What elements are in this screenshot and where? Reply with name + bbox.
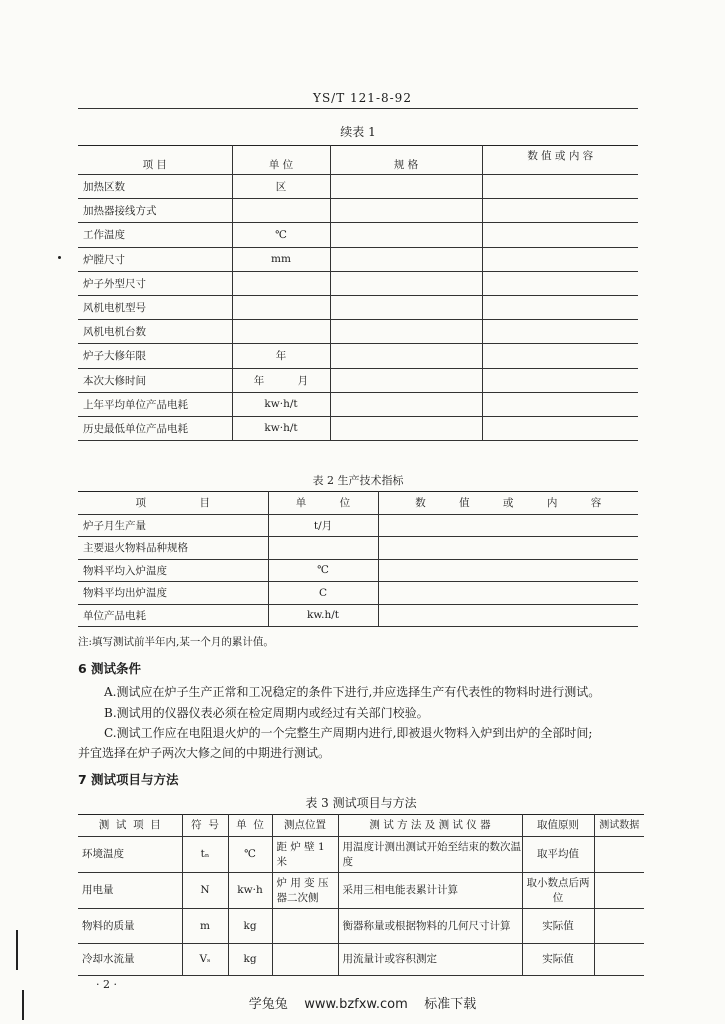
table-row	[78, 944, 644, 976]
table3-col-data: 测试数据	[594, 815, 644, 837]
table1-item: 炉子外型尺寸	[78, 271, 232, 295]
table1-value-cell	[482, 392, 638, 416]
table2-value-cell	[378, 514, 638, 537]
table3-unit: kw·h	[228, 873, 272, 909]
table3-unit: kg	[228, 944, 272, 976]
table3-method: 用流量计或容积测定	[338, 944, 522, 976]
scan-mark	[22, 990, 24, 1020]
table-row	[78, 247, 638, 271]
table2-value-cell	[378, 604, 638, 627]
table-row	[78, 559, 638, 582]
table1-value-cell	[482, 175, 638, 199]
table1	[78, 145, 638, 441]
table2-unit: C	[268, 582, 378, 605]
table2-value-cell	[378, 559, 638, 582]
table2-note: 注:填写测试前半年内,某一个月的累计值。	[78, 636, 274, 648]
table2-item: 物料平均出炉温度	[78, 582, 268, 605]
table1-unit	[232, 320, 330, 344]
table-row	[78, 271, 638, 295]
page-number: · 2 ·	[96, 978, 117, 991]
table2-unit: kw.h/t	[268, 604, 378, 627]
section6-para-a: A.测试应在炉子生产正常和工况稳定的条件下进行,并应选择生产有代表性的物料时进行测试。	[104, 685, 601, 699]
table1-item: 风机电机型号	[78, 295, 232, 319]
table1-item: 加热器接线方式	[78, 199, 232, 223]
table1-spec-cell	[330, 199, 482, 223]
table-row	[78, 537, 638, 560]
table1-item: 风机电机台数	[78, 320, 232, 344]
table-row	[78, 175, 638, 199]
table2-item: 单位产品电耗	[78, 604, 268, 627]
table1-spec-cell	[330, 295, 482, 319]
table2-item: 主要退火物料品种规格	[78, 537, 268, 560]
table2	[78, 491, 638, 627]
table1-item: 上年平均单位产品电耗	[78, 392, 232, 416]
table3-rule: 取平均值	[522, 837, 594, 873]
header-rule	[78, 108, 638, 109]
table2-value-cell	[378, 582, 638, 605]
table2-item: 炉子月生产量	[78, 514, 268, 537]
table-row	[78, 392, 638, 416]
document-code: YS/T 121-8-92	[313, 91, 412, 105]
table1-spec-cell	[330, 416, 482, 440]
table3-rule: 实际值	[522, 909, 594, 944]
table-row	[78, 320, 638, 344]
table1-col-item: 项 目	[78, 146, 232, 175]
table1-value-cell	[482, 344, 638, 368]
table3-symbol: N	[182, 873, 228, 909]
table3-col-item: 测 试 项 目	[78, 815, 182, 837]
table3-header-row	[78, 815, 644, 837]
table1-spec-cell	[330, 175, 482, 199]
table2-unit: t/月	[268, 514, 378, 537]
section7-heading: 7 测试项目与方法	[78, 772, 179, 787]
table2-unit: ℃	[268, 559, 378, 582]
table3-data-cell	[594, 944, 644, 976]
table2-item: 物料平均入炉温度	[78, 559, 268, 582]
table3-rule: 取小数点后两位	[522, 873, 594, 909]
table-row	[78, 909, 644, 944]
table3-point: 炉 用 变 压 器二次侧	[272, 873, 338, 909]
section6-para-c2: 并宜选择在炉子两次大修之间的中期进行测试。	[78, 746, 331, 760]
table-row	[78, 368, 638, 392]
table1-spec-cell	[330, 344, 482, 368]
table3-col-rule: 取值原则	[522, 815, 594, 837]
table2-unit	[268, 537, 378, 560]
table1-spec-cell	[330, 392, 482, 416]
table-row	[78, 582, 638, 605]
scan-mark	[16, 930, 18, 970]
table-row	[78, 295, 638, 319]
table1-unit: kw·h/t	[232, 416, 330, 440]
table1-unit: 区	[232, 175, 330, 199]
table2-header-row	[78, 492, 638, 515]
table-row	[78, 416, 638, 440]
table3-method: 衡器称量或根据物料的几何尺寸计算	[338, 909, 522, 944]
table1-item: 历史最低单位产品电耗	[78, 416, 232, 440]
table1-item: 炉膛尺寸	[78, 247, 232, 271]
table-row	[78, 514, 638, 537]
table3-col-point: 测点位置	[272, 815, 338, 837]
footer-watermark-text: 学兔兔 www.bzfxw.com 标准下载	[248, 997, 477, 1012]
table2-value-cell	[378, 537, 638, 560]
table1-value-cell	[482, 295, 638, 319]
table1-unit: kw·h/t	[232, 392, 330, 416]
table1-item: 炉子大修年限	[78, 344, 232, 368]
section6-para-c1: C.测试工作应在电阻退火炉的一个完整生产周期内进行,即被退火物料入炉到出炉的全部时间;	[104, 726, 593, 740]
table2-caption: 表 2 生产技术指标	[312, 474, 404, 487]
table1-value-cell	[482, 416, 638, 440]
table1-unit: mm	[232, 247, 330, 271]
table1-spec-cell	[330, 271, 482, 295]
table1-item: 本次大修时间	[78, 368, 232, 392]
table2-col-item: 项 目	[78, 492, 268, 515]
table1-col-value: 数 值 或 内 容	[482, 146, 638, 175]
table1-item: 工作温度	[78, 223, 232, 247]
table3-data-cell	[594, 837, 644, 873]
table3-col-unit: 单 位	[228, 815, 272, 837]
table3-point: 距 炉 壁 1 米	[272, 837, 338, 873]
table1-value-cell	[482, 247, 638, 271]
table3-point	[272, 909, 338, 944]
table1-caption: 续表 1	[340, 125, 376, 139]
table1-value-cell	[482, 320, 638, 344]
table3-symbol: m	[182, 909, 228, 944]
table1-spec-cell	[330, 320, 482, 344]
section6-heading: 6 测试条件	[78, 661, 142, 676]
table1-value-cell	[482, 271, 638, 295]
table1-unit: 年	[232, 344, 330, 368]
table3-unit: ℃	[228, 837, 272, 873]
table-row	[78, 199, 638, 223]
table3-unit: kg	[228, 909, 272, 944]
table1-unit: 年 月	[232, 368, 330, 392]
table3-col-method: 测 试 方 法 及 测 试 仪 器	[338, 815, 522, 837]
table1-value-cell	[482, 368, 638, 392]
table2-col-value: 数 值 或 内 容	[378, 492, 638, 515]
table3-data-cell	[594, 909, 644, 944]
table3-point	[272, 944, 338, 976]
table1-header-row	[78, 146, 638, 175]
table3-symbol: Vₛ	[182, 944, 228, 976]
scan-dot	[58, 256, 61, 259]
table1-spec-cell	[330, 247, 482, 271]
table1-unit	[232, 271, 330, 295]
table-row	[78, 223, 638, 247]
table1-item: 加热区数	[78, 175, 232, 199]
table1-spec-cell	[330, 368, 482, 392]
table1-unit	[232, 295, 330, 319]
table3-caption: 表 3 测试项目与方法	[305, 796, 417, 810]
table1-col-spec: 规 格	[330, 146, 482, 175]
table3-method: 用温度计测出测试开始至结束的数次温度	[338, 837, 522, 873]
table3-item: 用电量	[78, 873, 182, 909]
table3-col-symbol: 符 号	[182, 815, 228, 837]
table1-unit	[232, 199, 330, 223]
table3-data-cell	[594, 873, 644, 909]
table1-col-unit: 单 位	[232, 146, 330, 175]
table3	[78, 814, 644, 976]
table-row	[78, 873, 644, 909]
table3-symbol: tₙ	[182, 837, 228, 873]
table-row	[78, 344, 638, 368]
table3-item: 环境温度	[78, 837, 182, 873]
table3-rule: 实际值	[522, 944, 594, 976]
table2-col-unit: 单 位	[268, 492, 378, 515]
table1-unit: ℃	[232, 223, 330, 247]
table1-value-cell	[482, 199, 638, 223]
table1-spec-cell	[330, 223, 482, 247]
section6-para-b: B.测试用的仪器仪表必须在检定周期内或经过有关部门校验。	[104, 706, 429, 720]
table3-method: 采用三相电能表累计计算	[338, 873, 522, 909]
table3-item: 物料的质量	[78, 909, 182, 944]
table1-value-cell	[482, 223, 638, 247]
table-row	[78, 837, 644, 873]
table3-item: 冷却水流量	[78, 944, 182, 976]
table-row	[78, 604, 638, 627]
